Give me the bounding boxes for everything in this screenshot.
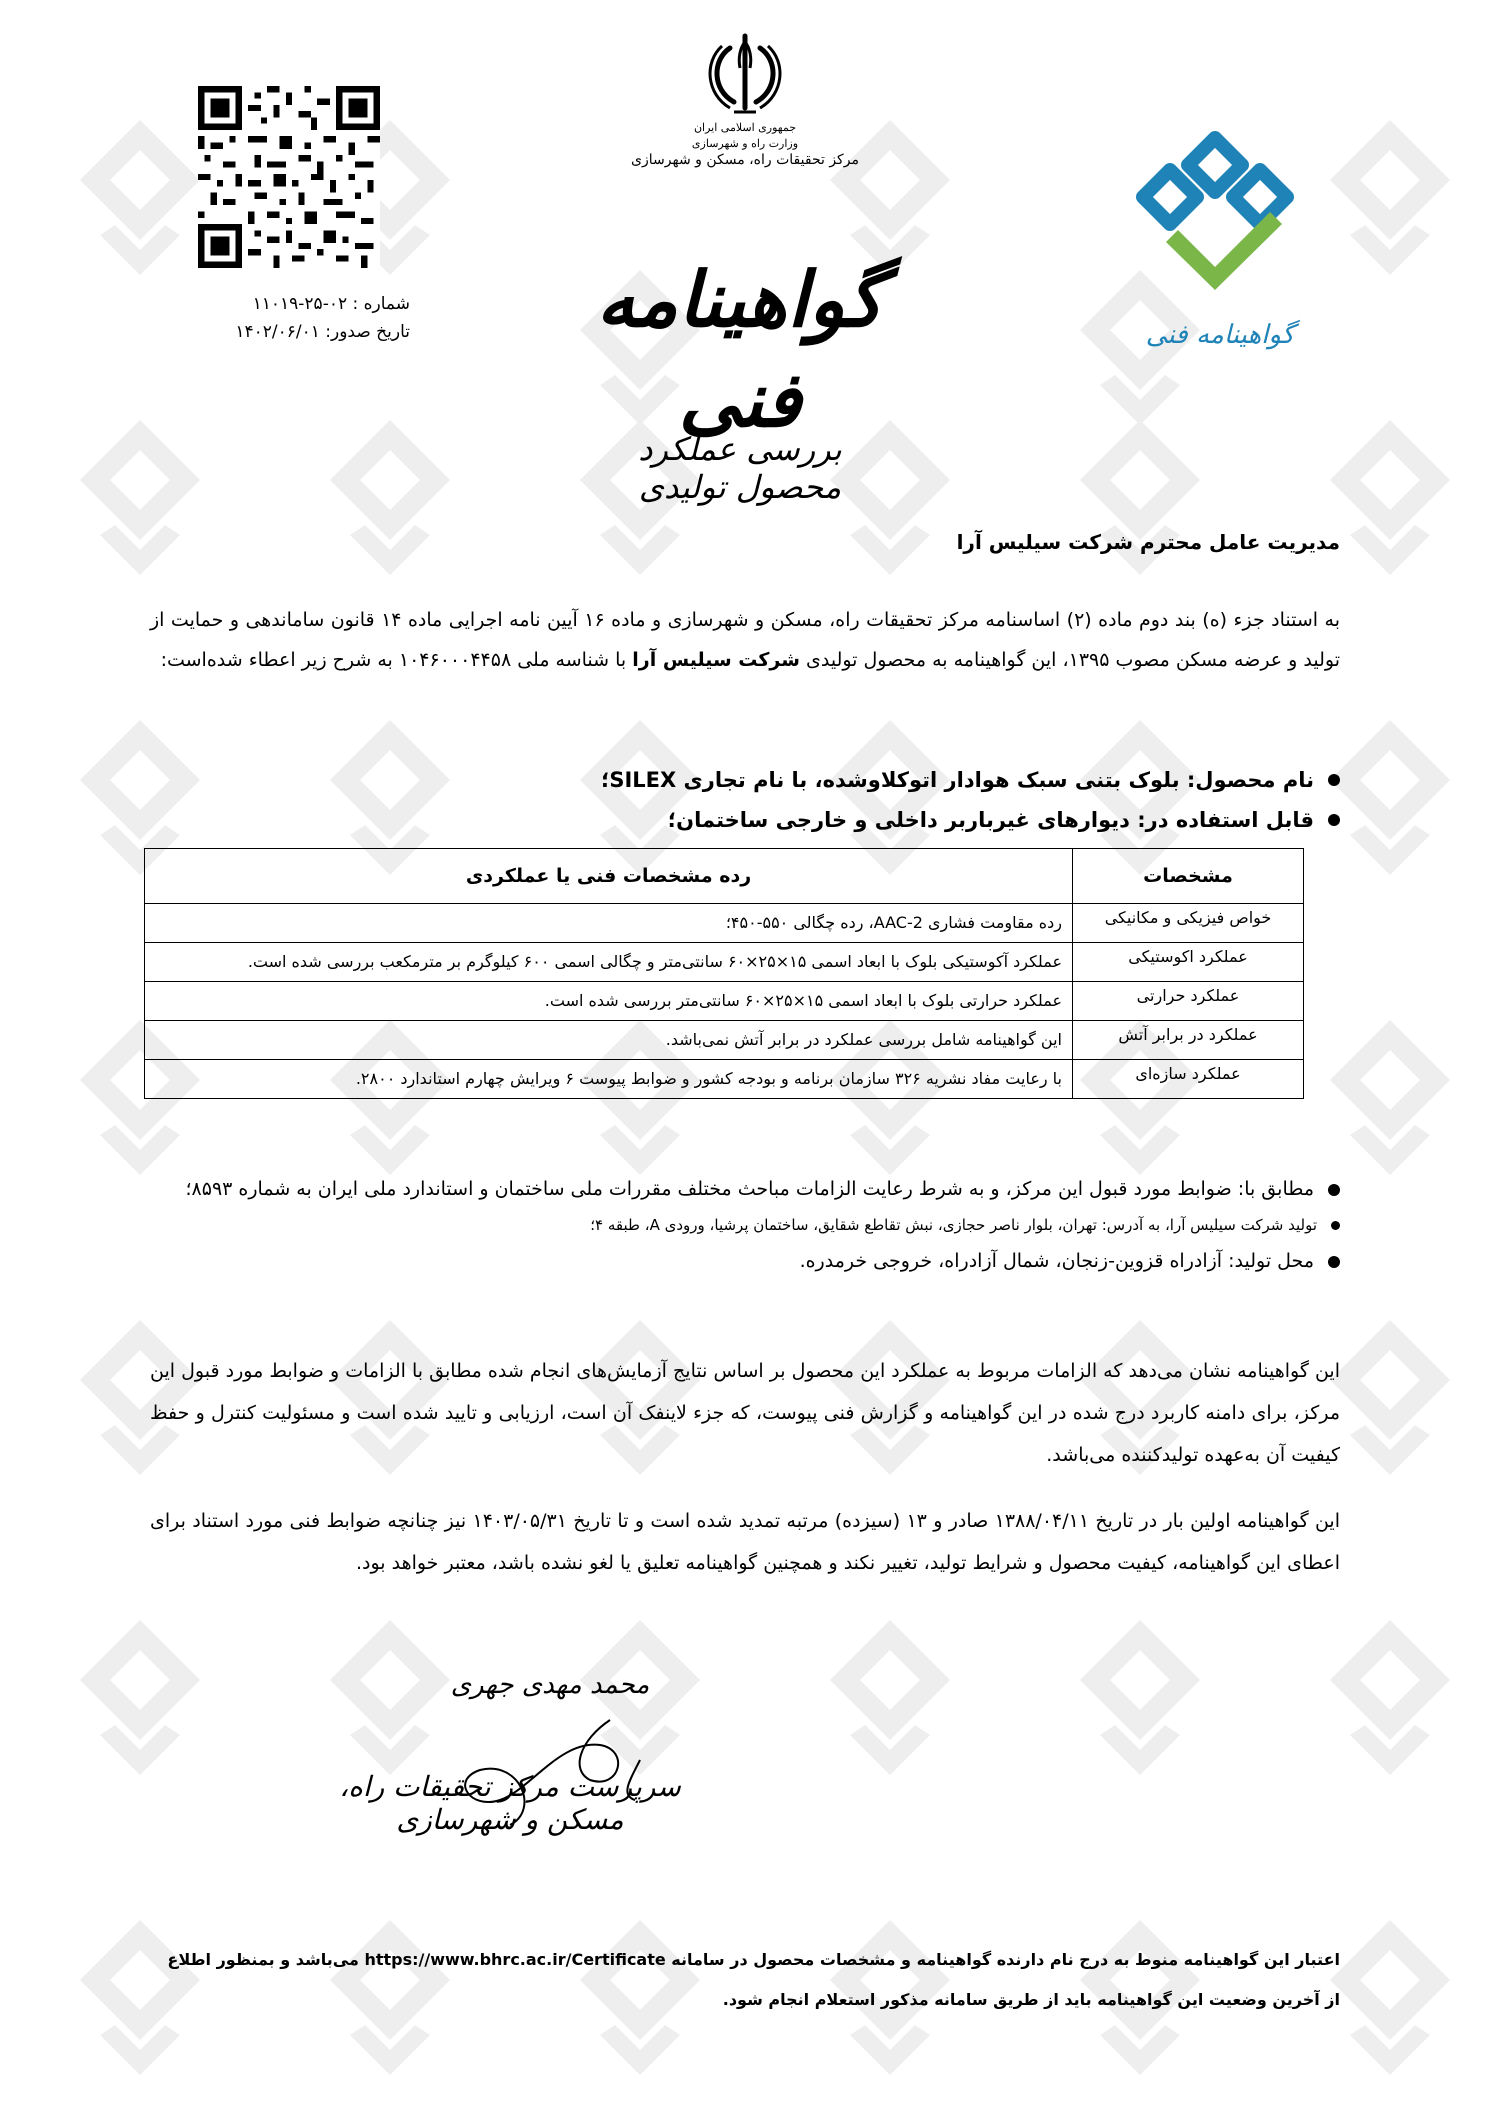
technical-certificate-logo-icon xyxy=(1130,120,1300,290)
signatory-title: سرپرست مرکز تحقیقات راه، مسکن و شهرسازی xyxy=(339,1770,681,1836)
producer-text: تولید شرکت سیلیس آرا، به آدرس: تهران، بلوار ناصر حجازی، نبش تقاطع شقایق، ساختمان پرشیا، ورودی A، طبقه ۴؛ xyxy=(590,1216,1317,1234)
table-row xyxy=(145,982,1304,1021)
paragraph-evaluation: این گواهینامه نشان می‌دهد که الزامات مربوط به عملکرد این محصول بر اساس نتایج آزمایش‌های انجام شده مطابق با الزامات و ضوابط مورد قبول این مرکز، برای دامنه کاربرد درج شده در این گواهینامه و گزارش فنی پیوست، که جزء لاینفک آن است، ارزیابی و تایید شده است و مسئولیت کنترل و حفظ کیفیت آن به‌عهده تولیدکننده می‌باشد. xyxy=(150,1360,1340,1466)
table-row xyxy=(145,904,1304,943)
issue-date-value: ۱۴۰۲/۰۶/۰۱ xyxy=(235,322,320,342)
product-name-text: نام محصول: بلوک بتنی سبک هوادار اتوکلاوشده، با نام تجاری SILEX؛ xyxy=(600,768,1314,792)
intro-text-1: به استناد جزء (ه) بند دوم ماده (۲) اساسنامه مرکز تحقیقات راه، مسکن و شهرسازی و ماده ۱۶ آیین نامه اجرایی ماده ۱۴ قانون ساماندهی و حمایت از تولید و عرضه مسکن مصوب ۱۳۹۵، این گواهینامه به محصول تولیدی xyxy=(150,609,1340,671)
specifications-table xyxy=(144,848,1304,1099)
table-cell-value: عملکرد آکوستیکی بلوک با ابعاد اسمی ۱۵×۲۵×۶۰ سانتی‌متر و چگالی اسمی ۶۰۰ کیلوگرم بر مترمکعب بررسی شده است. xyxy=(145,943,1073,982)
page-title: گواهینامه فنی xyxy=(596,255,884,444)
bullet-product-name xyxy=(150,760,1340,800)
bullet-usage xyxy=(150,800,1340,840)
page-subtitle: بررسی عملکرد محصول تولیدی xyxy=(638,430,842,506)
bullet-dot xyxy=(1328,1256,1340,1268)
bullet-dot xyxy=(1331,1221,1340,1230)
ministry-line-1: جمهوری اسلامی ایران xyxy=(693,121,797,134)
table-header-row xyxy=(145,849,1304,904)
intro-paragraph xyxy=(150,600,1340,680)
table-cell-property: عملکرد سازه‌ای xyxy=(1073,1060,1304,1099)
paragraph-validity: این گواهینامه اولین بار در تاریخ ۱۳۸۸/۰۴/۱۱ صادر و ۱۳ (سیزده) مرتبه تمدید شده است و تا تاریخ ۱۴۰۳/۰۵/۳۱ نیز چنانچه ضوابط فنی مورد استناد برای اعطای این گواهینامه، کیفیت محصول و شرایط تولید، تغییر نکند و همچنین گواهینامه تعلیق یا لغو نشده باشد، معتبر خواهد بود. xyxy=(150,1510,1340,1574)
location-text: محل تولید: آزادراه قزوین-زنجان، شمال آزادراه، خروجی خرمدره. xyxy=(799,1250,1314,1272)
table-cell-value: با رعایت مفاد نشریه ۳۲۶ سازمان برنامه و بودجه کشور و ضوابط پیوست ۶ ویرایش چهارم استاندارد ۲۸۰۰. xyxy=(145,1060,1073,1099)
bullet-location xyxy=(150,1242,1340,1280)
product-bullets xyxy=(150,760,1340,840)
bullet-dot xyxy=(1328,1184,1340,1196)
table-row xyxy=(145,1021,1304,1060)
ministry-line-3: مرکز تحقیقات راه، مسکن و شهرسازی xyxy=(631,152,859,168)
column-header-value: رده مشخصات فنی یا عملکردی xyxy=(145,849,1073,904)
table-cell-property: خواص فیزیکی و مکانیکی xyxy=(1073,904,1304,943)
table-cell-property: عملکرد اکوستیکی xyxy=(1073,943,1304,982)
certificate-meta xyxy=(150,290,410,346)
compliance-text: مطابق با: ضوابط مورد قبول این مرکز، و به شرط رعایت الزامات مباحث مختلف مقررات ملی ساختمان و استاندارد ملی ایران به شماره ۸۵۹۳؛ xyxy=(185,1178,1314,1200)
ministry-line-2: وزارت راه و شهرسازی xyxy=(691,137,799,150)
cert-number-label: شماره : xyxy=(352,294,410,314)
table-cell-value: این گواهینامه شامل بررسی عملکرد در برابر آتش نمی‌باشد. xyxy=(145,1021,1073,1060)
compliance-bullets xyxy=(150,1170,1340,1280)
table-cell-property: عملکرد در برابر آتش xyxy=(1073,1021,1304,1060)
footer-note: اعتبار این گواهینامه منوط به درج نام دارنده گواهینامه و مشخصات محصول در سامانه https://www.bhrc.ac.ir/Certificate می‌باشد و بمنظور اطلاع از آخرین وضعیت این گواهینامه باید از طریق سامانه مذکور استعلام انجام شود. xyxy=(167,1950,1340,2009)
table-row xyxy=(145,943,1304,982)
intro-text-2: با شناسه ملی ۱۰۴۶۰۰۰۴۴۵۸ به شرح زیر اعطاء شده‌است: xyxy=(160,649,627,671)
bullet-dot xyxy=(1328,774,1340,786)
cert-number-value: ۰۲-۲۵-۱۱۰۱۹ xyxy=(252,294,348,314)
table-row xyxy=(145,1060,1304,1099)
ministry-block xyxy=(620,120,870,168)
table-cell-value: رده مقاومت فشاری AAC-2، رده چگالی ۵۵۰-۴۵۰؛ xyxy=(145,904,1073,943)
issue-date xyxy=(150,318,410,346)
bullet-producer xyxy=(150,1208,1340,1242)
usage-text: قابل استفاده در: دیوارهای غیرباربر داخلی و خارجی ساختمان؛ xyxy=(667,808,1314,832)
table-cell-property: عملکرد حرارتی xyxy=(1073,982,1304,1021)
signatory-name: محمد مهدی جهری xyxy=(450,1670,650,1700)
addressee: مدیریت عامل محترم شرکت سیلیس آرا xyxy=(956,530,1340,554)
brand-caption: گواهینامه فنی xyxy=(1145,320,1295,350)
certificate-number xyxy=(150,290,410,318)
bullet-compliance xyxy=(150,1170,1340,1208)
national-emblem-icon xyxy=(700,28,790,124)
qr-code xyxy=(198,86,380,268)
column-header-property: مشخصات xyxy=(1073,849,1304,904)
intro-company: شرکت سیلیس آرا xyxy=(632,649,800,671)
table-cell-value: عملکرد حرارتی بلوک با ابعاد اسمی ۱۵×۲۵×۶۰ سانتی‌متر بررسی شده است. xyxy=(145,982,1073,1021)
issue-date-label: تاریخ صدور: xyxy=(325,322,410,342)
bullet-dot xyxy=(1328,814,1340,826)
